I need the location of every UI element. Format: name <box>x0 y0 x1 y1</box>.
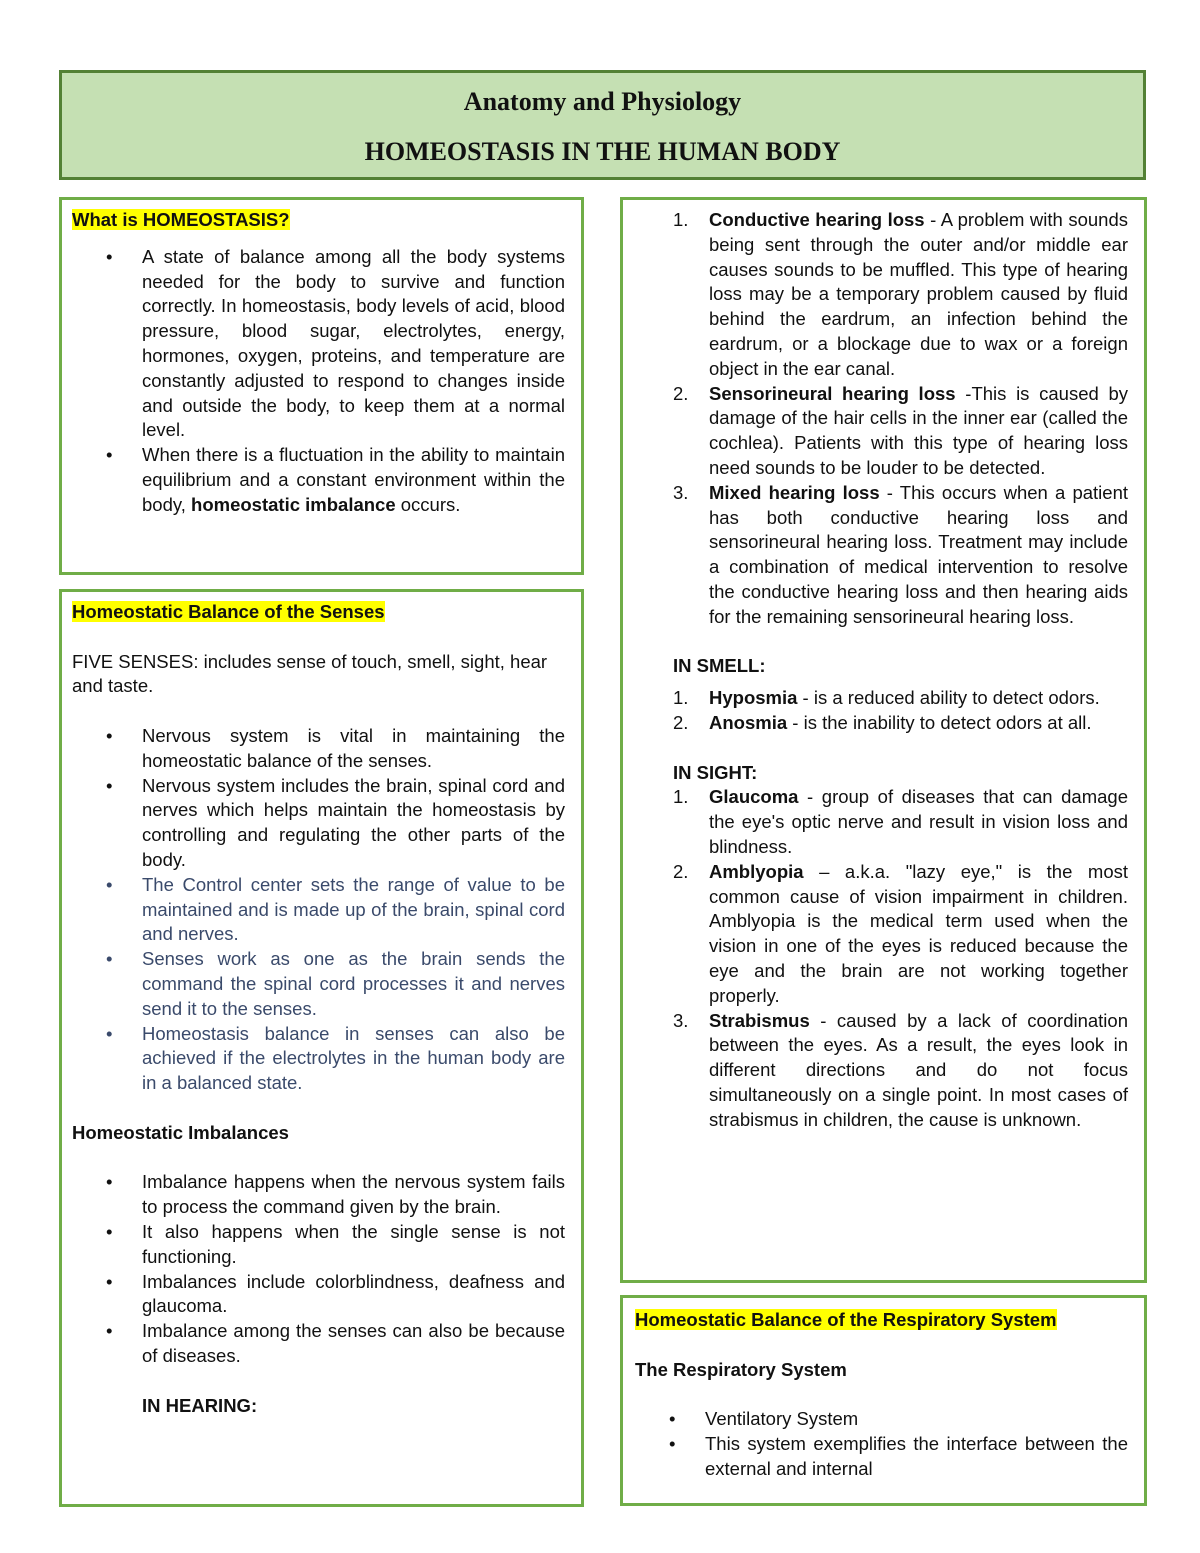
list-item: 2. Amblyopia – a.k.a. "lazy eye," is the most common cause of vision impairment in children. Amblyopia is the medical term used when the vision in one of the eyes is reduced because the eye and the brain are not working together properly. <box>673 860 1128 1006</box>
title-banner <box>59 70 1146 180</box>
list-item: 3. Mixed hearing loss - This occurs when a patient has both conductive hearing loss and sensorineural hearing loss. Treatment may include a combination of medical intervention to resolve the conductive hearing loss and then hearing aids for the remaining sensorineural hearing loss. <box>673 481 1128 627</box>
in-smell-heading: IN SMELL: <box>673 655 766 677</box>
list-item: 1. Glaucoma - group of diseases that can damage the eye's optic nerve and result in vision loss and blindness. <box>673 786 1128 857</box>
list-item: • It also happens when the single sense is not functioning. <box>142 1220 565 1270</box>
list-item: • Ventilatory System <box>705 1407 1128 1432</box>
list-item: 2. Sensorineural hearing loss -This is caused by damage of the hair cells in the inner ear (called the cochlea). Patients with this type of hearing loss need sounds to be louder to be detected. <box>673 382 1128 478</box>
what-is-heading: What is HOMEOSTASIS? <box>72 209 290 230</box>
in-hearing-heading: IN HEARING: <box>142 1394 258 1416</box>
document-subtitle: HOMEOSTASIS IN THE HUMAN BODY <box>364 137 841 166</box>
in-sight-heading: IN SIGHT: <box>673 761 758 783</box>
hearing-list <box>635 208 1128 630</box>
five-senses-text: FIVE SENSES: includes sense of touch, smell, sight, hear and taste. <box>72 650 548 697</box>
respiratory-subheading: The Respiratory System <box>635 1358 847 1380</box>
disorders-box <box>620 197 1147 1283</box>
what-is-list <box>72 245 565 518</box>
list-item: • Imbalance happens when the nervous system fails to process the command given by the brain. <box>142 1170 565 1220</box>
list-item: • Imbalance among the senses can also be because of diseases. <box>142 1319 565 1369</box>
respiratory-box <box>620 1295 1147 1506</box>
list-item: 1. Hyposmia - is a reduced ability to detect odors. <box>673 687 1100 709</box>
senses-heading: Homeostatic Balance of the Senses <box>72 601 385 622</box>
list-item: • Homeostasis balance in senses can also be achieved if the electrolytes in the human body are in a balanced state. <box>142 1022 565 1096</box>
what-is-homeostasis-box <box>59 197 584 575</box>
list-item: • When there is a fluctuation in the ability to maintain equilibrium and a constant environment within the body, homeostatic imbalance occurs. <box>142 443 565 517</box>
list-item: • Nervous system is vital in maintaining the homeostatic balance of the senses. <box>142 724 565 774</box>
list-item: • Nervous system includes the brain, spinal cord and nerves which helps maintain the homeostasis by controlling and regulating the other parts of the body. <box>142 774 565 873</box>
list-item: 2. Anosmia - is the inability to detect odors at all. <box>673 711 1092 733</box>
imbalances-list <box>72 1170 565 1368</box>
senses-box <box>59 589 584 1507</box>
list-item: • The Control center sets the range of value to be maintained and is made up of the brain, spinal cord and nerves. <box>142 873 565 947</box>
list-item: • Imbalances include colorblindness, deafness and glaucoma. <box>142 1270 565 1320</box>
list-item: • This system exemplifies the interface between the external and internal <box>705 1432 1128 1482</box>
respiratory-list <box>635 1407 1128 1481</box>
sight-list <box>635 785 1128 1132</box>
list-item: • A state of balance among all the body systems needed for the body to survive and function correctly. In homeostasis, body levels of acid, blood pressure, blood sugar, electrolytes, energy, hormones, oxygen, proteins, and temperature are constantly adjusted to respond to changes inside and outside the body, to keep them at a normal level. <box>142 245 565 443</box>
list-item: 1. Conductive hearing loss - A problem with sounds being sent through the outer and/or middle ear causes sounds to be muffled. This type of hearing loss may be a temporary problem caused by fluid behind the eardrum, an infection behind the eardrum, or a blockage due to wax or a foreign object in the ear canal. <box>673 209 1128 379</box>
imbalances-heading: Homeostatic Imbalances <box>72 1121 289 1143</box>
list-item: 3. Strabismus - caused by a lack of coordination between the eyes. As a result, the eyes look in different directions and do not focus simultaneously on a single point. In most cases of strabismus in children, the cause is unknown. <box>673 1009 1128 1130</box>
respiratory-heading: Homeostatic Balance of the Respiratory System <box>635 1309 1057 1330</box>
document-title: Anatomy and Physiology <box>463 87 742 116</box>
senses-list <box>72 724 565 1096</box>
smell-list <box>635 686 1128 736</box>
list-item: • Senses work as one as the brain sends the command the spinal cord processes it and nerves send it to the senses. <box>142 947 565 1021</box>
